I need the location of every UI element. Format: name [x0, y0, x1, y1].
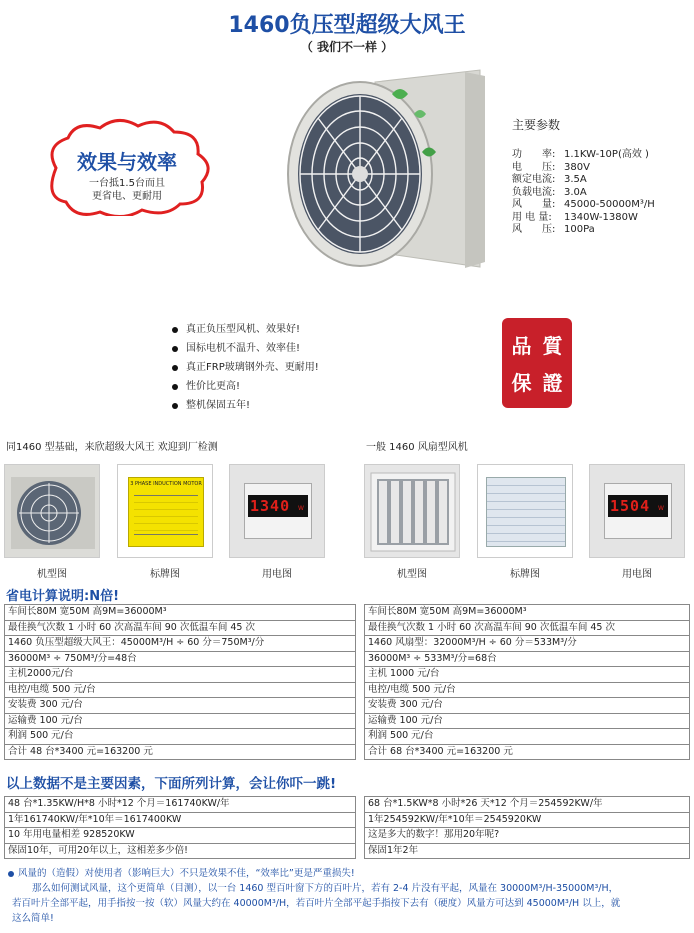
table-cell: 运输费 100 元/台 — [365, 713, 690, 729]
right-cost-table — [364, 604, 690, 760]
table-row — [365, 698, 690, 714]
table-cell: 10 年用电量相差 928520KW — [5, 828, 356, 844]
page-subtitle: （ 我们不一样 ） — [300, 40, 394, 54]
table-row — [365, 651, 690, 667]
spec-label: 风 压: — [512, 224, 556, 235]
bullet-icon — [172, 346, 178, 352]
table-row — [5, 651, 356, 667]
note-line: 这么简单! — [12, 913, 54, 924]
caption: 标牌图 — [510, 569, 540, 580]
caption: 用电图 — [262, 569, 292, 580]
feature-text: 真正负压型风机、效果好! — [186, 324, 301, 335]
spec-title: 主要参数 — [512, 118, 561, 132]
table-cell: 主机 1000 元/台 — [365, 667, 690, 683]
caption: 机型图 — [397, 569, 427, 580]
left-meter-photo — [229, 464, 325, 558]
badge-line-1: 一台抵1.5台而且 — [89, 178, 165, 189]
feature-text: 真正FRP玻璃钢外壳、更耐用! — [186, 362, 319, 373]
table-cell: 安装费 300 元/台 — [5, 698, 356, 714]
table-row — [5, 605, 356, 621]
table-row — [5, 667, 356, 683]
table-cell: 利润 500 元/台 — [365, 729, 690, 745]
meter-unit: W — [658, 505, 664, 512]
spec-row — [512, 187, 687, 200]
caption: 用电图 — [622, 569, 652, 580]
right-model-photo — [364, 464, 460, 558]
table-cell: 最佳换气次数 1 小时 60 次高温车间 90 次低温车间 45 次 — [365, 620, 690, 636]
table-cell: 36000M³ ÷ 533M³/分=68台 — [365, 651, 690, 667]
spec-row — [512, 149, 687, 162]
stamp-char: 保 — [511, 371, 532, 395]
bullet-icon — [172, 327, 178, 333]
left-cost-table — [4, 604, 356, 760]
table-cell: 48 台*1.35KW/H*8 小时*12 个月＝161740KW/年 — [5, 797, 356, 813]
table-cell: 车间长80M 宽50M 高9M=36000M³ — [365, 605, 690, 621]
table-row — [5, 698, 356, 714]
bullet-icon — [172, 365, 178, 371]
fan-product-image — [280, 62, 495, 287]
table-row — [5, 744, 356, 760]
efficiency-badge — [36, 118, 218, 216]
spec-row — [512, 162, 687, 175]
meter-readout: 1504 — [610, 497, 651, 515]
spec-label: 额定电流: — [512, 174, 556, 185]
spec-label: 风 量: — [512, 199, 556, 210]
spec-label: 用 电 量: — [512, 211, 552, 223]
table-row — [365, 797, 690, 813]
caption: 标牌图 — [150, 569, 180, 580]
table-row — [365, 729, 690, 745]
table-cell: 合计 68 台*3400 元=163200 元 — [365, 744, 690, 760]
table-cell: 36000M³ ÷ 750M³/分=48台 — [5, 651, 356, 667]
table-cell: 保固10年，可用20年以上，这相差多少倍! — [5, 843, 356, 859]
meter-unit: W — [298, 505, 304, 512]
table-row — [5, 843, 356, 859]
spec-label: 负载电流: — [512, 186, 556, 198]
notes-paragraph — [8, 866, 688, 926]
note-line: 那么如何测试风量，这个更简单（目测），以一台 1460 型百叶窗下方的百叶片，若有 2-4 片没有平起，风量在 30000M³/H-35000M³/H， — [32, 883, 619, 894]
spec-value: 3.0A — [564, 186, 587, 198]
table-row — [5, 620, 356, 636]
table-cell: 1年254592KW/年*10年＝2545920KW — [365, 812, 690, 828]
table-row — [365, 843, 690, 859]
page-title: 1460负压型超级大风王 — [228, 13, 466, 38]
feature-list — [172, 320, 472, 415]
spec-row — [512, 199, 687, 212]
stamp-char: 證 — [542, 371, 563, 395]
table-cell: 合计 48 台*3400 元=163200 元 — [5, 744, 356, 760]
feature-text: 整机保固五年! — [186, 400, 251, 411]
table-row — [5, 729, 356, 745]
table-row — [5, 682, 356, 698]
badge-title: 效果与效率 — [77, 150, 177, 174]
feature-item — [172, 377, 472, 396]
nameplate-text: 3 PHASE INDUCTION MOTOR — [130, 481, 202, 487]
feature-item — [172, 358, 472, 377]
table-cell: 电控/电缆 500 元/台 — [365, 682, 690, 698]
table-cell: 1460 风扇型：32000M³/H ÷ 60 分＝533M³/分 — [365, 636, 690, 652]
table-cell: 保固1年2年 — [365, 843, 690, 859]
right-energy-table — [364, 796, 690, 859]
table-cell: 1年161740KW/年*10年＝1617400KW — [5, 812, 356, 828]
left-nameplate-photo — [117, 464, 213, 558]
stamp-char: 品 — [511, 334, 532, 358]
left-energy-table — [4, 796, 356, 859]
feature-item — [172, 339, 472, 358]
spec-value: 1.1KW-10P(高效 ) — [564, 149, 649, 160]
spec-value: 100Pa — [564, 224, 595, 235]
table-cell: 运输费 100 元/台 — [5, 713, 356, 729]
table-row — [5, 812, 356, 828]
table-row — [5, 828, 356, 844]
badge-line-2: 更省电、更耐用 — [92, 191, 162, 202]
table-cell: 安装费 300 元/台 — [365, 698, 690, 714]
quality-stamp — [502, 318, 572, 408]
table-row — [365, 744, 690, 760]
table-cell: 68 台*1.5KW*8 小时*26 天*12 个月＝254592KW/年 — [365, 797, 690, 813]
table-row — [365, 667, 690, 683]
spec-label: 功 率: — [512, 149, 556, 160]
note-line — [8, 866, 688, 881]
spec-value: 45000-50000M³/H — [564, 199, 655, 210]
table-row — [365, 620, 690, 636]
table-cell: 最佳换气次数 1 小时 60 次高温车间 90 次低温车间 45 次 — [5, 620, 356, 636]
spec-row — [512, 212, 687, 225]
bullet-icon — [8, 871, 14, 877]
spec-panel — [512, 116, 687, 237]
spec-value: 380V — [564, 161, 590, 173]
table-cell: 1460 负压型超级大风王：45000M³/H ÷ 60 分＝750M³/分 — [5, 636, 356, 652]
table-row — [365, 812, 690, 828]
table-row — [5, 713, 356, 729]
right-meter-photo — [589, 464, 685, 558]
table-row — [5, 636, 356, 652]
bullet-icon — [172, 403, 178, 409]
table-row — [365, 828, 690, 844]
right-section-heading: 一般 1460 风扇型风机 — [366, 442, 468, 453]
feature-text: 性价比更高! — [186, 381, 241, 392]
feature-item — [172, 396, 472, 415]
note-line: 若百叶片全部平起，用手指按一按（软）风量大约在 40000M³/H，若百叶片全部平起手指按下去有（硬度）风量方可达到 45000M³/H 以上，就 — [12, 898, 621, 909]
table-row — [365, 682, 690, 698]
table-row — [365, 605, 690, 621]
table-cell: 车间长80M 宽50M 高9M=36000M³ — [5, 605, 356, 621]
right-nameplate-photo — [477, 464, 573, 558]
table-row — [5, 797, 356, 813]
table-cell: 利润 500 元/台 — [5, 729, 356, 745]
feature-item — [172, 320, 472, 339]
table-row — [365, 636, 690, 652]
calc-heading: 省电计算说明:N倍! — [6, 589, 120, 604]
table-cell: 主机2000元/台 — [5, 667, 356, 683]
second-heading: 以上数据不是主要因素，下面所列计算，会让你吓一跳! — [6, 776, 337, 792]
stamp-char: 質 — [542, 334, 563, 358]
bullet-icon — [172, 384, 178, 390]
note-text: 风量的（造假）对使用者（影响巨大）不只是效果不佳，“效率比”更是严重损失! — [18, 868, 355, 879]
spec-row — [512, 174, 687, 187]
spec-value: 1340W-1380W — [564, 211, 638, 223]
table-cell: 电控/电缆 500 元/台 — [5, 682, 356, 698]
table-cell: 这是多大的数字！那用20年呢? — [365, 828, 690, 844]
caption: 机型图 — [37, 569, 67, 580]
left-section-heading: 同1460 型基础，来欣超级大风王 欢迎到厂检测 — [6, 442, 218, 453]
spec-value: 3.5A — [564, 174, 587, 185]
left-model-photo — [4, 464, 100, 558]
meter-readout: 1340 — [250, 497, 291, 515]
feature-text: 国标电机不温升、效率佳! — [186, 343, 301, 354]
spec-row — [512, 224, 687, 237]
table-row — [365, 713, 690, 729]
spec-label: 电 压: — [512, 161, 556, 173]
